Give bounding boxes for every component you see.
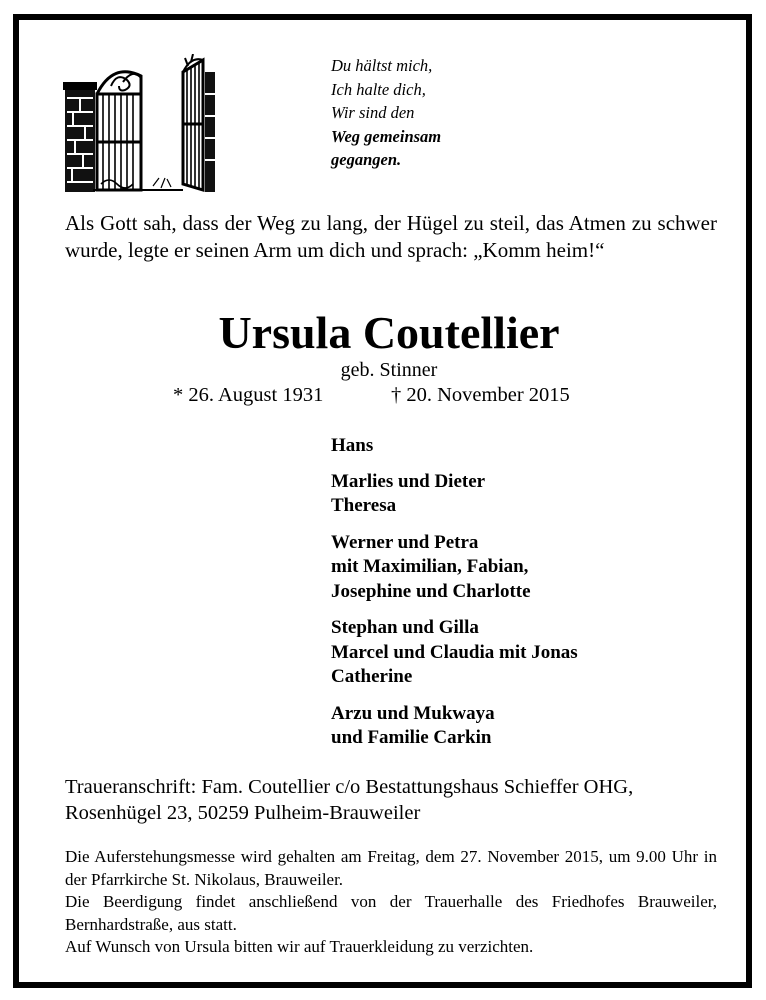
family-member: Marlies und Dieter: [331, 470, 486, 492]
maiden-name: geb. Stinner: [340, 359, 438, 381]
poem-line: Ich halte dich,: [331, 79, 426, 99]
deceased-name: Ursula Coutellier: [218, 307, 560, 358]
intro-text: Als Gott sah, dass der Weg zu lang, der Hügel zu steil, das Atmen zu schwer wurde, legte er seinen Arm um dich und sprach: „Komm heim!“: [65, 211, 717, 262]
family-group: [331, 531, 578, 605]
poem-line-bold: Weg gemeinsam: [331, 126, 442, 146]
family-member: Werner und Petra: [331, 531, 479, 553]
poem-line: Du hältst mich,: [331, 56, 433, 75]
family-member: Stephan und Gilla: [331, 617, 479, 638]
poem-line-bold: gegangen.: [331, 150, 402, 169]
family-member: mit Maximilian, Fabian,: [331, 556, 529, 577]
poem-line: Wir sind den: [331, 103, 415, 122]
address-line: Traueranschrift: Fam. Coutellier c/o Bestattungshaus Schieffer OHG,: [65, 776, 634, 798]
mass-notice: Die Auferstehungsmesse wird gehalten am Freitag, dem 27. November 2015, um 9.00 Uhr in der Pfarrkirche St. Nikolaus, Brauweiler.: [65, 847, 717, 889]
service-notice: [65, 846, 717, 959]
mourning-address: [65, 775, 725, 826]
address-line: Rosenhügel 23, 50259 Pulheim-Brauweiler: [65, 801, 421, 824]
poem: [331, 54, 441, 172]
family-group: [331, 616, 578, 690]
family-member: und Familie Carkin: [331, 727, 492, 748]
family-group: [331, 434, 578, 459]
obituary-frame: [13, 14, 752, 988]
family-member: Josephine und Charlotte: [331, 580, 531, 602]
family-member: Hans: [331, 435, 374, 456]
family-group: [331, 470, 578, 519]
attire-notice: Auf Wunsch von Ursula bitten wir auf Trauerkleidung zu verzichten.: [65, 937, 534, 956]
birth-date: * 26. August 1931: [173, 384, 324, 406]
family-group: [331, 702, 578, 751]
family-list: [331, 434, 578, 763]
family-member: Arzu und Mukwaya: [331, 702, 495, 724]
death-date: † 20. November 2015: [391, 384, 570, 406]
burial-notice: Die Beerdigung findet anschließend von der Trauerhalle des Friedhofes Brauweiler, Bernhardstraße, aus statt.: [65, 892, 717, 934]
family-member: Theresa: [331, 495, 397, 516]
garden-gate-icon: [63, 54, 215, 194]
family-member: Marcel und Claudia mit Jonas: [331, 641, 578, 663]
family-member: Catherine: [331, 666, 413, 687]
